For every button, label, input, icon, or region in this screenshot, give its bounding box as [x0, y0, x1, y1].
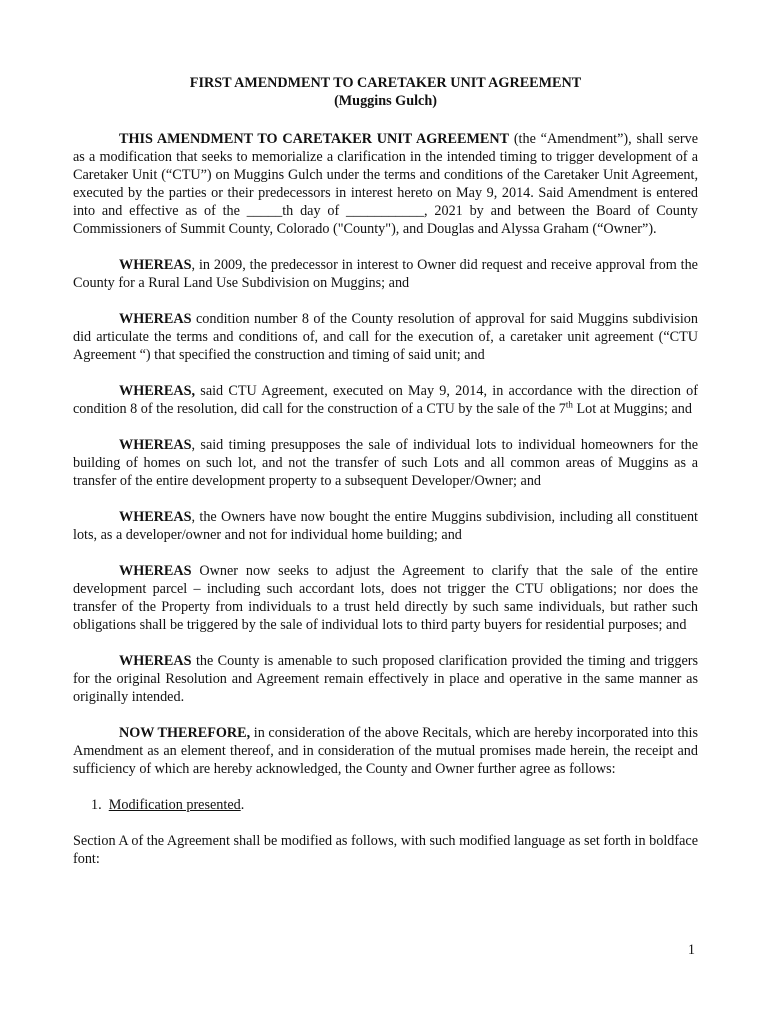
recital-paragraph: [73, 310, 698, 364]
section-1-heading: [73, 796, 698, 814]
recital-text: condition number 8 of the County resolution of approval for said Muggins subdivision did articulate the terms and conditions of, and call for the execution of, a caretaker unit agreement (“CTU Agreement “) that specified the construction and timing of said unit; and: [73, 311, 698, 363]
recital-paragraph: [73, 652, 698, 706]
recital-lead: WHEREAS: [119, 509, 192, 525]
recital-lead: WHEREAS: [119, 257, 192, 273]
intro-paragraph: [73, 130, 698, 238]
recital-lead: WHEREAS,: [119, 383, 196, 399]
recital-paragraph: [73, 562, 698, 634]
page-number: 1: [687, 942, 695, 958]
now-therefore-lead: NOW THEREFORE,: [119, 725, 251, 741]
recital-text: , the Owners have now bought the entire Muggins subdivision, including all constituent lots, as a developer/owner and not for individual home building; and: [73, 509, 698, 543]
section-heading-period: .: [240, 797, 245, 813]
recital-paragraph: [73, 508, 698, 544]
document-page: [73, 74, 698, 868]
ordinal-superscript: th: [565, 399, 573, 410]
section-heading-text: Modification presented: [108, 797, 241, 813]
section-number: 1.: [91, 797, 102, 813]
recital-text: the County is amenable to such proposed clarification provided the timing and triggers for the original Resolution and Agreement remain effectively in place and operative in the same manner as originally intended.: [73, 653, 698, 705]
recital-lead: WHEREAS: [119, 311, 192, 327]
section-a-paragraph: Section A of the Agreement shall be modified as follows, with such modified language as set forth in boldface font:: [73, 833, 698, 867]
recital-paragraph: [73, 256, 698, 292]
recital-lead: WHEREAS: [119, 563, 192, 579]
recital-paragraph: [73, 382, 698, 418]
recital-lead: WHEREAS: [119, 653, 192, 669]
title-line-2: (Muggins Gulch): [334, 93, 437, 109]
intro-text: (the “Amendment”), shall serve as a modification that seeks to memorialize a clarification in the intended timing to trigger development of a Caretaker Unit (“CTU”) on Muggins Gulch under the terms and conditions of the Caretaker Unit Agreement, executed by the parties or their predecessors in interest hereto on May 9, 2014. Said Amendment is entered into and effective as of the _____th day of ___________, 2021 by and between the Board of County Commissioners of Summit County, Colorado ("County"), and Douglas and Alyssa Graham (“Owner”).: [73, 131, 698, 237]
now-therefore-text: in consideration of the above Recitals, which are hereby incorporated into this Amendment as an element thereof, and in consideration of the mutual promises made herein, the receipt and sufficiency of which are hereby acknowledged, the County and Owner further agree as follows:: [73, 725, 698, 777]
recital-text: said CTU Agreement, executed on May 9, 2014, in accordance with the direction of condition 8 of the resolution, did call for the construction of a CTU by the sale of the 7: [73, 383, 698, 417]
now-therefore-paragraph: [73, 724, 698, 778]
intro-lead: THIS AMENDMENT TO CARETAKER UNIT AGREEMENT: [119, 131, 510, 147]
recital-text: , in 2009, the predecessor in interest to Owner did request and receive approval from the County for a Rural Land Use Subdivision on Muggins; and: [73, 257, 698, 291]
recital-text: Owner now seeks to adjust the Agreement to clarify that the sale of the entire development parcel – including such accordant lots, does not trigger the CTU obligations; nor does the transfer of the Property from individuals to a trust held directly by such same individuals, but rather such obligations shall be triggered by the sale of individual lots to third party buyers for residential purposes; and: [73, 563, 698, 633]
title-line-1: FIRST AMENDMENT TO CARETAKER UNIT AGREEMENT: [189, 75, 582, 91]
recital-paragraph: [73, 436, 698, 490]
recital-text: , said timing presupposes the sale of individual lots to individual homeowners for the building of homes on such lot, and not the transfer of such Lots and all common areas of Muggins as a transfer of the entire development property to a subsequent Developer/Owner; and: [73, 437, 698, 489]
document-title: [73, 74, 698, 110]
recital-text: Lot at Muggins; and: [572, 401, 692, 417]
recital-lead: WHEREAS: [119, 437, 192, 453]
